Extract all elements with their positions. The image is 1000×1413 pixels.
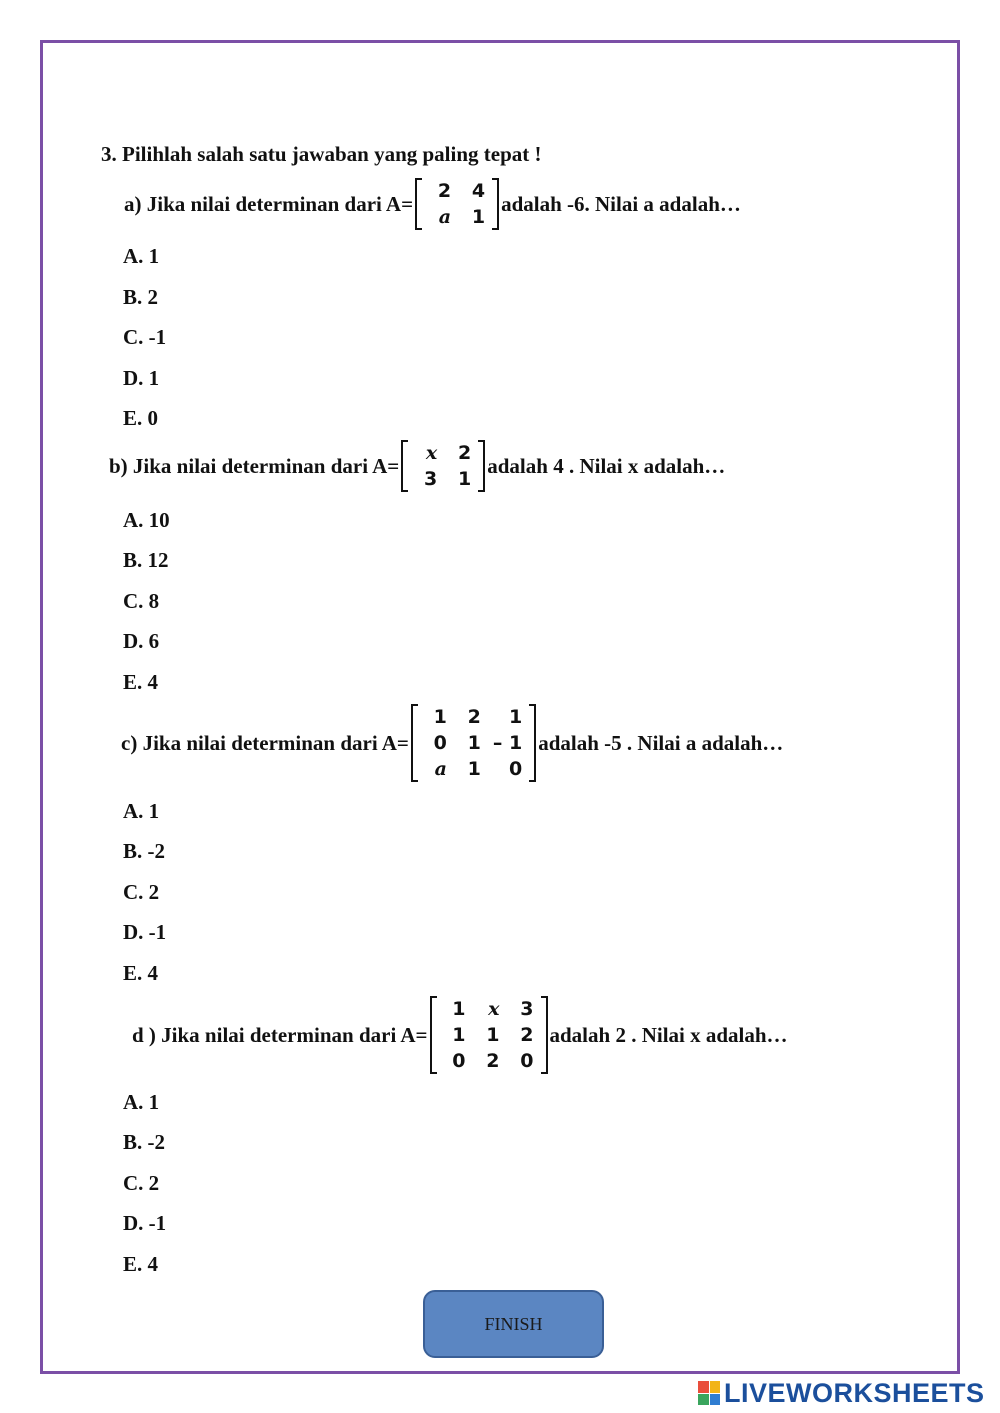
matrix-cell: a <box>438 206 452 228</box>
matrix-cell: 1 <box>509 706 523 728</box>
matrix-cell: 1 <box>452 998 466 1020</box>
question-heading: 3. Pilihlah salah satu jawaban yang paling tepat ! <box>101 142 542 166</box>
matrix-cell: 2 <box>467 706 481 728</box>
question-d <box>132 997 788 1073</box>
question-b-prefix: b) Jika nilai determinan dari A= <box>109 453 400 478</box>
option-b-B[interactable]: B. 12 <box>123 548 169 572</box>
question-d-prefix: d ) Jika nilai determinan dari A= <box>132 1022 428 1047</box>
option-b-D[interactable]: D. 6 <box>123 629 160 653</box>
matrix-cell: 4 <box>471 180 486 202</box>
question-c-prefix: c) Jika nilai determinan dari A= <box>121 730 409 755</box>
option-c-A[interactable]: A. 1 <box>123 799 160 823</box>
matrix-c <box>411 704 536 782</box>
matrix-cell: 2 <box>458 442 472 464</box>
option-d-B[interactable]: B. -2 <box>123 1130 165 1154</box>
option-c-C[interactable]: C. 2 <box>123 880 160 904</box>
matrix-cell: 1 <box>458 468 472 490</box>
question-a-prefix: a) Jika nilai determinan dari A= <box>124 191 414 216</box>
matrix-cell: 1 <box>486 1024 500 1046</box>
logo-icon <box>698 1381 720 1405</box>
liveworksheets-logo[interactable] <box>698 1378 985 1408</box>
matrix-cell: 0 <box>452 1050 466 1072</box>
matrix-a <box>415 178 499 230</box>
option-b-E[interactable]: E. 4 <box>123 670 159 694</box>
matrix-cell: a <box>434 758 447 780</box>
option-b-A[interactable]: A. 10 <box>123 508 170 532</box>
option-a-B[interactable]: B. 2 <box>123 285 159 309</box>
matrix-cell: 3 <box>424 468 438 490</box>
logo-text: LIVEWORKSHEETS <box>724 1377 985 1408</box>
question-c-suffix: adalah -5 . Nilai a adalah… <box>538 730 784 755</box>
matrix-cell: – 1 <box>492 732 523 754</box>
matrix-cell: 2 <box>520 1024 534 1046</box>
question-a-suffix: adalah -6. Nilai a adalah… <box>501 191 741 216</box>
matrix-cell: 2 <box>486 1050 500 1072</box>
option-a-E[interactable]: E. 0 <box>123 406 159 430</box>
matrix-cell: 2 <box>437 180 452 202</box>
question-d-suffix: adalah 2 . Nilai x adalah… <box>549 1022 788 1047</box>
matrix-d <box>430 996 548 1074</box>
option-b-C[interactable]: C. 8 <box>123 589 160 613</box>
option-a-D[interactable]: D. 1 <box>123 366 160 390</box>
option-a-A[interactable]: A. 1 <box>123 244 160 268</box>
option-a-C[interactable]: C. -1 <box>123 325 167 349</box>
option-d-C[interactable]: C. 2 <box>123 1171 160 1195</box>
question-b <box>109 442 726 490</box>
matrix-cell: 1 <box>467 732 481 754</box>
matrix-cell: 1 <box>433 706 447 728</box>
option-d-A[interactable]: A. 1 <box>123 1090 160 1114</box>
question-b-suffix: adalah 4 . Nilai x adalah… <box>487 453 726 478</box>
option-c-B[interactable]: B. -2 <box>123 839 165 863</box>
option-c-E[interactable]: E. 4 <box>123 961 159 985</box>
matrix-cell: 0 <box>520 1050 534 1072</box>
option-c-D[interactable]: D. -1 <box>123 920 167 944</box>
matrix-cell: 0 <box>509 758 523 780</box>
matrix-cell: 1 <box>471 206 486 228</box>
option-d-E[interactable]: E. 4 <box>123 1252 159 1276</box>
matrix-cell: 1 <box>452 1024 466 1046</box>
question-c <box>121 705 783 781</box>
matrix-cell: 3 <box>520 998 534 1020</box>
matrix-b <box>401 440 485 492</box>
matrix-cell: 0 <box>433 732 447 754</box>
matrix-cell: x <box>488 998 500 1020</box>
option-d-D[interactable]: D. -1 <box>123 1211 167 1235</box>
finish-button[interactable]: FINISH <box>423 1290 604 1358</box>
matrix-cell: x <box>425 442 438 464</box>
matrix-cell: 1 <box>467 758 481 780</box>
question-a <box>124 180 741 228</box>
